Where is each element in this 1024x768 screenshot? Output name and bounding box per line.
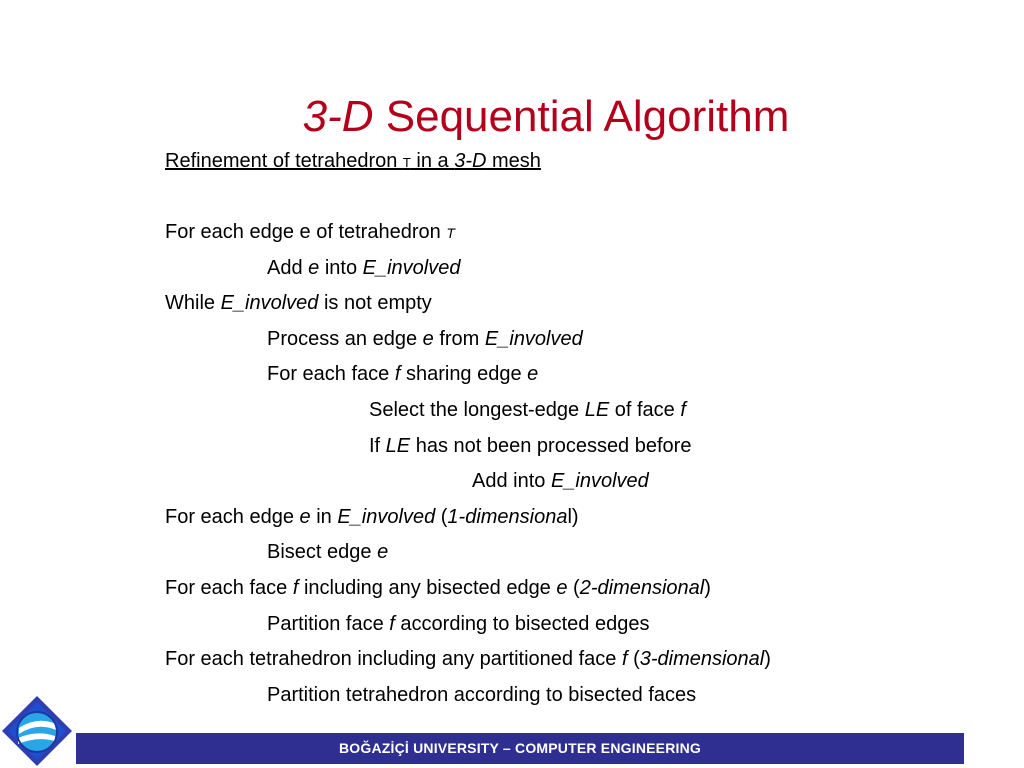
subtitle-symbol: T [402,155,411,170]
line-segment: For each face [165,576,293,599]
line-segment: of face [609,398,681,421]
line-segment: For each edge [165,505,300,528]
line-segment: 2-dimensional [579,576,705,599]
title-italic-part: 3-D [302,92,374,141]
subtitle-part3: mesh [486,150,541,172]
university-logo-icon [0,694,74,768]
line-segment: 3-dimensional [639,648,765,671]
line-segment: LE [584,398,610,421]
line-segment: ) [704,576,711,599]
line-segment: has not been processed before [410,434,692,457]
line-segment: ) [764,648,771,671]
line-segment: Partition face [267,612,390,635]
line-segment: in [310,505,338,528]
line-segment: If [369,434,386,457]
line-segment: LE [385,434,411,457]
line-segment: l) [567,505,579,528]
algorithm-line [165,286,1005,322]
line-segment: is not empty [318,292,432,315]
line-segment: according to bisected edges [394,612,650,635]
line-segment: e [422,327,434,350]
line-segment: Add into [472,470,551,493]
line-segment: ( [567,576,580,599]
subtitle-part1: Refinement of tetrahedron [165,150,403,172]
line-segment: E_involved [220,292,319,315]
algorithm-line [165,678,1005,714]
algorithm-line [165,642,1005,678]
line-segment: E_involved [362,256,461,279]
algorithm-line [165,571,1005,607]
line-segment: sharing edge [400,363,528,386]
line-segment: e [556,576,568,599]
algorithm-line [165,500,1005,536]
footer-text: BOĞAZİÇİ UNIVERSITY – COMPUTER ENGINEERING [338,740,702,756]
line-segment: 1-dimensiona [447,505,568,528]
title-rest: Sequential Algorithm [373,92,790,141]
line-segment: For each tetrahedron including any partitioned face [165,648,622,671]
algorithm-line [165,393,1005,429]
line-segment: E_involved [484,327,583,350]
line-segment: into [319,256,363,279]
algorithm-line [165,429,1005,465]
line-segment: f [680,398,686,421]
line-segment: E_involved [337,505,436,528]
line-segment: For each edge e of tetrahedron [165,221,447,243]
algorithm-line [165,215,1005,251]
line-segment: e [299,505,311,528]
algorithm-line [165,535,1005,571]
line-segment: For each face [267,363,395,386]
line-segment: e [308,256,320,279]
line-segment: ( [435,505,448,528]
algorithm-line [165,607,1005,643]
line-segment: f [389,612,395,635]
line-segment: from [433,327,485,350]
slide-title [0,90,1024,144]
line-segment: including any bisected edge [298,576,557,599]
line-segment: Process an edge [267,327,423,350]
line-segment: Partition tetrahedron according to bisected faces [267,683,697,706]
line-segment: f [394,363,401,386]
line-segment: e [527,363,539,386]
subtitle-italic: 3-D [454,150,487,172]
line-segment: f [621,648,628,671]
algorithm-line [165,464,1005,500]
algorithm-body [165,215,1005,713]
subtitle [165,147,541,177]
line-segment: E_involved [550,470,649,493]
line-segment: f [292,576,299,599]
line-segment: e [377,541,389,564]
line-segment: Add [267,256,309,279]
algorithm-line [165,322,1005,358]
algorithm-line [165,251,1005,287]
subtitle-part2: in a [410,150,455,172]
line-segment: Bisect edge [267,541,378,564]
line-segment: ( [627,648,640,671]
line-segment: Select the longest-edge [369,398,585,421]
line-segment: T [446,225,455,241]
line-segment: While [165,292,221,315]
algorithm-line [165,357,1005,393]
footer-banner [76,733,964,764]
